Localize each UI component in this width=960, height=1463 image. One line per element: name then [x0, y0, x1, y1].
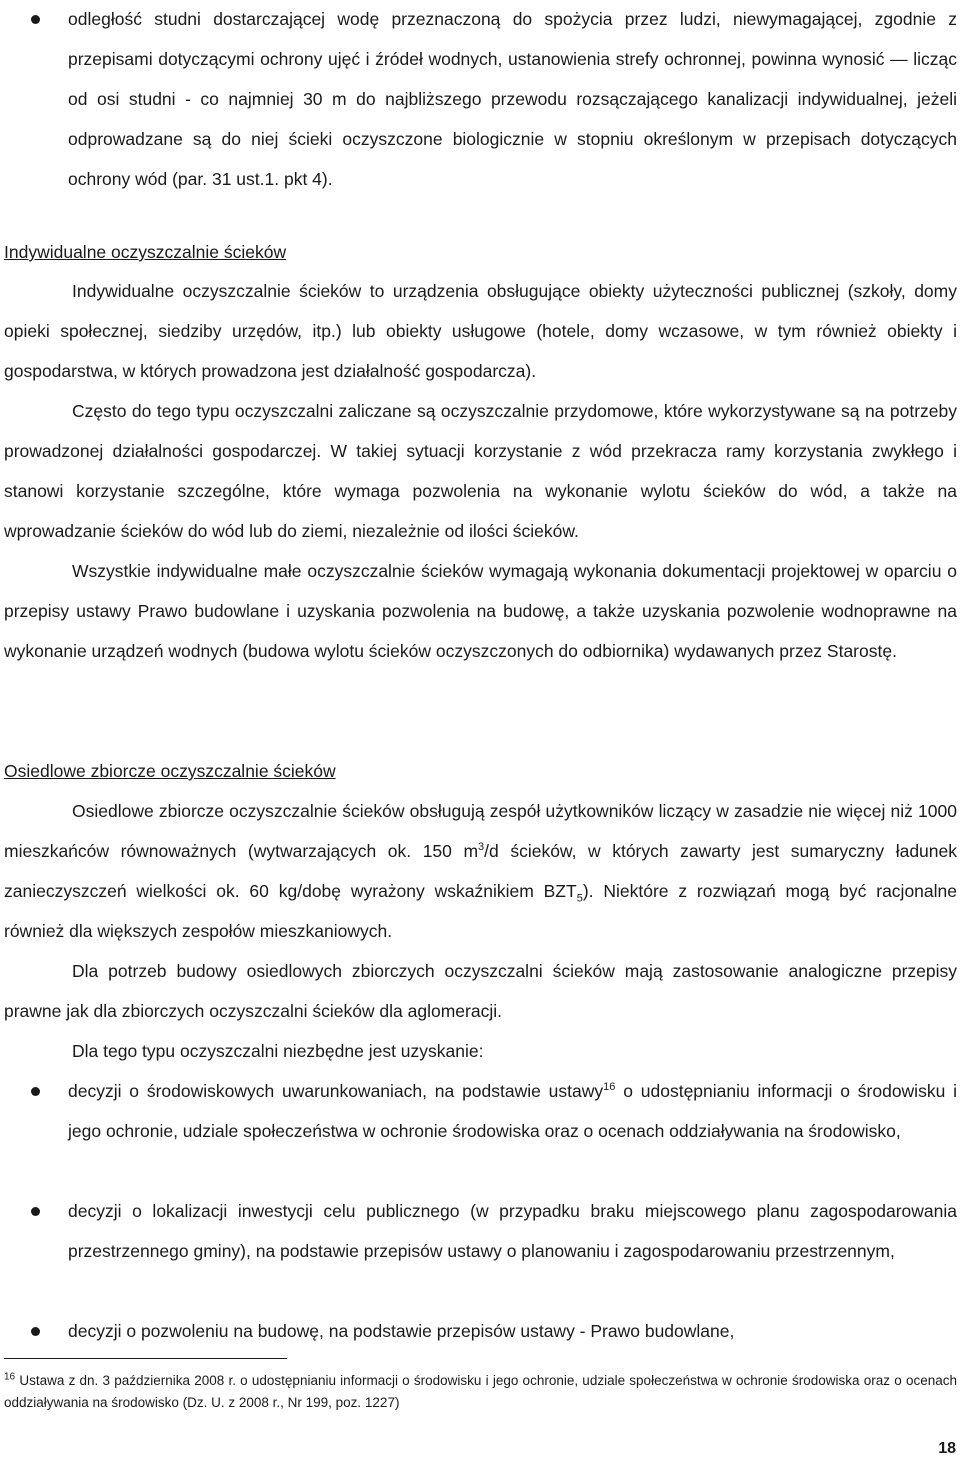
- section-heading: Osiedlowe zbiorcze oczyszczalnie ścieków: [4, 761, 336, 781]
- page-number: 18: [938, 1440, 956, 1457]
- paragraph: Często do tego typu oczyszczalni zaliczane są oczyszczalnie przydomowe, które wykorzystywane są na potrzeby prowadzonej działalności gospodarczej. W takiej sytuacji korzystanie z wód przekracza ramy korzystania zwykłego i stanowi korzystanie szczególne, które wymaga pozwolenia na wykonanie wylotu ścieków do wód, a także na wprowadzanie ścieków do wód lub do ziemi, niezależnie od ilości ścieków.: [4, 401, 957, 541]
- bullet-icon: [31, 1327, 40, 1336]
- bullet-icon: [31, 1087, 40, 1096]
- list-item-text: decyzji o lokalizacji inwestycji celu publicznego (w przypadku braku miejscowego planu zagospodarowania przestrzennego gminy), na podstawie przepisów ustawy o planowaniu i zagospodarowaniu przestrzennym,: [68, 1201, 957, 1261]
- paragraph: Wszystkie indywidualne małe oczyszczalnie ścieków wymagają wykonania dokumentacji projektowej w oparciu o przepisy ustawy Prawo budowlane i uzyskania pozwolenia na budowę, a także uzyskania pozwolenie wodnoprawne na wykonanie urządzeń wodnych (budowa wylotu ścieków oczyszczonych do odbiornika) wydawanych przez Starostę.: [4, 561, 957, 661]
- list-item-text: decyzji o środowiskowych uwarunkowaniach, na podstawie ustawy$^{16}$ o udostępnianiu informacji o środowisku i jego ochronie, udziale społeczeństwa w ochronie środowiska oraz o ocenach oddziaływania na środowisko,: [68, 1081, 957, 1141]
- footnote: $^{16}$ Ustawa z dn. 3 października 2008 r. o udostępnianiu informacji o środowisku i jego ochronie, udziale społeczeństwa w ochronie środowiska oraz o ocenach oddziaływania na środowisko (Dz. U. z 2008 r., Nr 199, poz. 1227): [4, 1371, 957, 1410]
- paragraph: Osiedlowe zbiorcze oczyszczalnie ścieków obsługują zespół użytkowników liczący w zasadzie nie więcej niż 1000 mieszkańców równoważnych (wytwarzających ok. 150 $m^3/d$ ścieków, w których zawarty jest sumaryczny ładunek zanieczyszczeń wielkości ok. 60 kg/dobę wyrażony wskaźnikiem $BZT_5$). Niektóre z rozwiązań mogą być racjonalne również dla większych zespołów mieszkaniowych.: [4, 801, 958, 941]
- bullet-icon: [31, 1207, 40, 1216]
- bullet-icon: [31, 15, 40, 24]
- paragraph: Dla tego typu oczyszczalni niezbędne jest uzyskanie:: [72, 1041, 484, 1061]
- paragraph: Indywidualne oczyszczalnie ścieków to urządzenia obsługujące obiekty użyteczności publicznej (szkoły, domy opieki społecznej, siedziby urzędów, itp.) lub obiekty usługowe (hotele, domy wczasowe, w tym również obiekty i gospodarstwa, w których prowadzona jest działalność gospodarcza).: [4, 281, 957, 381]
- list-item-text: odległość studni dostarczającej wodę przeznaczoną do spożycia przez ludzi, niewymagającej, zgodnie z przepisami dotyczącymi ochrony ujęć i źródeł wodnych, ustanowienia strefy ochronnej, powinna wynosić — licząc od osi studni - co najmniej 30 m do najbliższego przewodu rozsączającego kanalizacji indywidualnej, jeżeli odprowadzane są do niej ścieki oczyszczone biologicznie w stopniu określonym w przepisach dotyczących ochrony wód (par. 31 ust.1. pkt 4).: [68, 9, 957, 189]
- footnote-separator: [4, 1358, 287, 1359]
- paragraph: Dla potrzeb budowy osiedlowych zbiorczych oczyszczalni ścieków mają zastosowanie analogiczne przepisy prawne jak dla zbiorczych oczyszczalni ścieków dla aglomeracji.: [4, 961, 957, 1021]
- list-item-text: decyzji o pozwoleniu na budowę, na podstawie przepisów ustawy - Prawo budowlane,: [68, 1321, 735, 1341]
- section-heading: Indywidualne oczyszczalnie ścieków: [4, 242, 287, 262]
